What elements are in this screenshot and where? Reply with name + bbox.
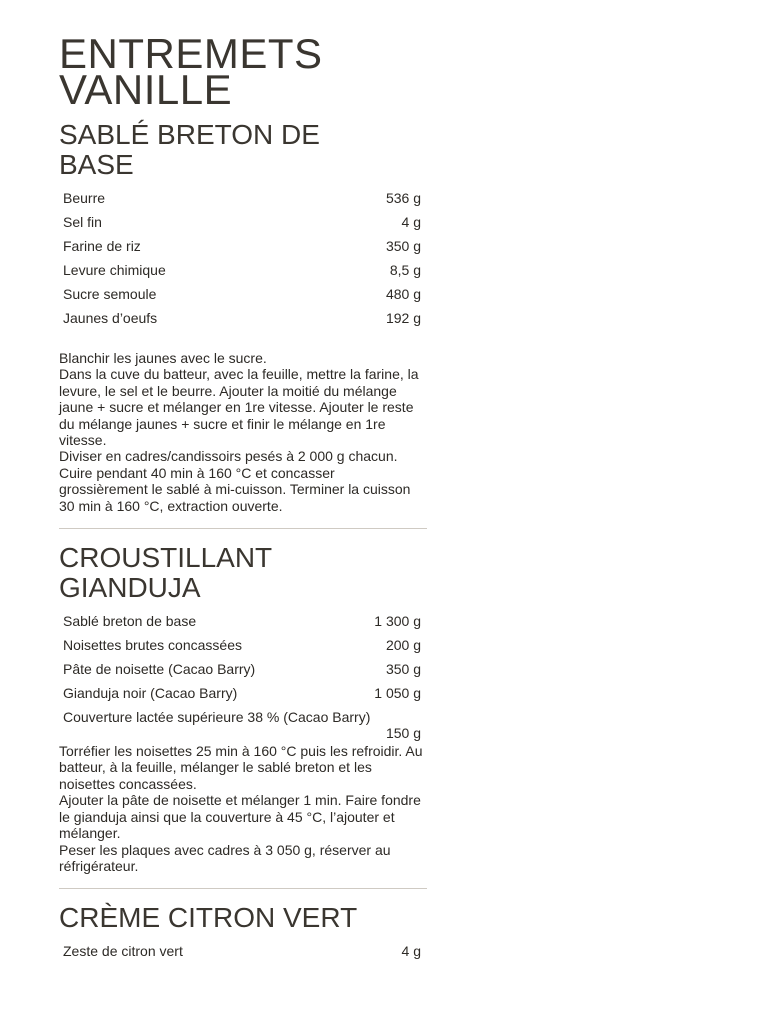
ingredient-row (63, 306, 421, 330)
ingredient-row (63, 258, 421, 282)
method-paragraph: Peser les plaques avec cadres à 3 050 g, réserver au réfrigérateur. (59, 841, 391, 874)
section-title: SABLÉ BRETON DE BASE (59, 119, 320, 180)
method-paragraph: Diviser en cadres/candissoirs pesés à 2 000 g chacun. Cuire pendant 40 min à 160 °C et concasser grossièrement le sablé à mi-cuisson. Terminer la cuisson 30 min à 160 °C, extraction ouverte. (59, 448, 411, 514)
ingredient-row (63, 939, 421, 963)
method-paragraph: Blanchir les jaunes avec le sucre. (59, 350, 267, 366)
method-paragraph: Torréfier les noisettes 25 min à 160 °C puis les refroidir. Au batteur, à la feuille, mélanger le sablé breton et les noisettes concassées. (59, 743, 423, 792)
section-title: CRÈME CITRON VERT (59, 902, 358, 934)
ingredient-qty: 8,5 g (389, 262, 421, 278)
ingredient-qty: 4 g (401, 214, 421, 230)
ingredient-name: Noisettes brutes concassées (63, 637, 242, 654)
section-sable-breton (59, 120, 427, 529)
method-paragraph: Ajouter la pâte de noisette et mélanger 1 min. Faire fondre le gianduja ainsi que la couverture à 45 °C, l’ajouter et mélanger. (59, 792, 421, 842)
ingredient-row (63, 609, 421, 633)
section-creme-citron-vert (59, 903, 427, 963)
ingredient-list (59, 939, 427, 963)
ingredient-qty: 4 g (401, 943, 421, 960)
ingredient-list (59, 186, 427, 330)
recipe-title: ENTREMETS VANILLE (59, 30, 323, 113)
ingredient-qty: 536 g (385, 190, 421, 206)
ingredient-name: Pâte de noisette (Cacao Barry) (63, 661, 256, 678)
ingredient-row (63, 234, 421, 258)
ingredient-qty: 480 g (385, 286, 421, 302)
method-paragraph: Dans la cuve du batteur, avec la feuille, mettre la farine, la levure, le sel et le beurre. Ajouter la moitié du mélange jaune + sucre et mélanger en 1re vitesse. Ajouter le reste du mélange jaunes + sucre et finir le mélange en 1re vitesse. (59, 366, 419, 449)
ingredient-name: Beurre (63, 190, 106, 206)
method-text (59, 350, 427, 514)
ingredient-row (63, 186, 421, 210)
ingredient-name: Sablé breton de base (63, 613, 197, 630)
ingredient-name: Farine de riz (63, 238, 141, 254)
ingredient-qty: 200 g (385, 637, 421, 654)
ingredient-qty: 1 050 g (374, 685, 421, 702)
ingredient-name: Sucre semoule (63, 286, 157, 302)
ingredient-qty: 1 300 g (374, 613, 421, 630)
section-divider (59, 528, 427, 529)
recipe-page (59, 30, 427, 963)
ingredient-name: Gianduja noir (Cacao Barry) (63, 685, 238, 702)
ingredient-name: Zeste de citron vert (63, 943, 183, 960)
section-croustillant-gianduja (59, 543, 427, 889)
ingredient-list (59, 609, 427, 741)
ingredient-row (63, 657, 421, 681)
ingredient-row (63, 282, 421, 306)
ingredient-name: Couverture lactée supérieure 38 % (Cacao Barry) (63, 709, 371, 726)
ingredient-qty: 350 g (385, 661, 421, 678)
ingredient-qty: 350 g (385, 238, 421, 254)
method-text (59, 743, 427, 874)
ingredient-row (63, 681, 421, 705)
ingredient-row (63, 633, 421, 657)
ingredient-name: Levure chimique (63, 262, 166, 278)
ingredient-qty: 150 g (385, 725, 421, 742)
ingredient-row (63, 705, 421, 741)
section-title: CROUSTILLANT GIANDUJA (59, 542, 273, 604)
ingredient-qty: 192 g (385, 310, 421, 326)
ingredient-name: Jaunes d’oeufs (63, 310, 158, 326)
section-divider (59, 888, 427, 889)
ingredient-row (63, 210, 421, 234)
ingredient-name: Sel fin (63, 214, 102, 230)
